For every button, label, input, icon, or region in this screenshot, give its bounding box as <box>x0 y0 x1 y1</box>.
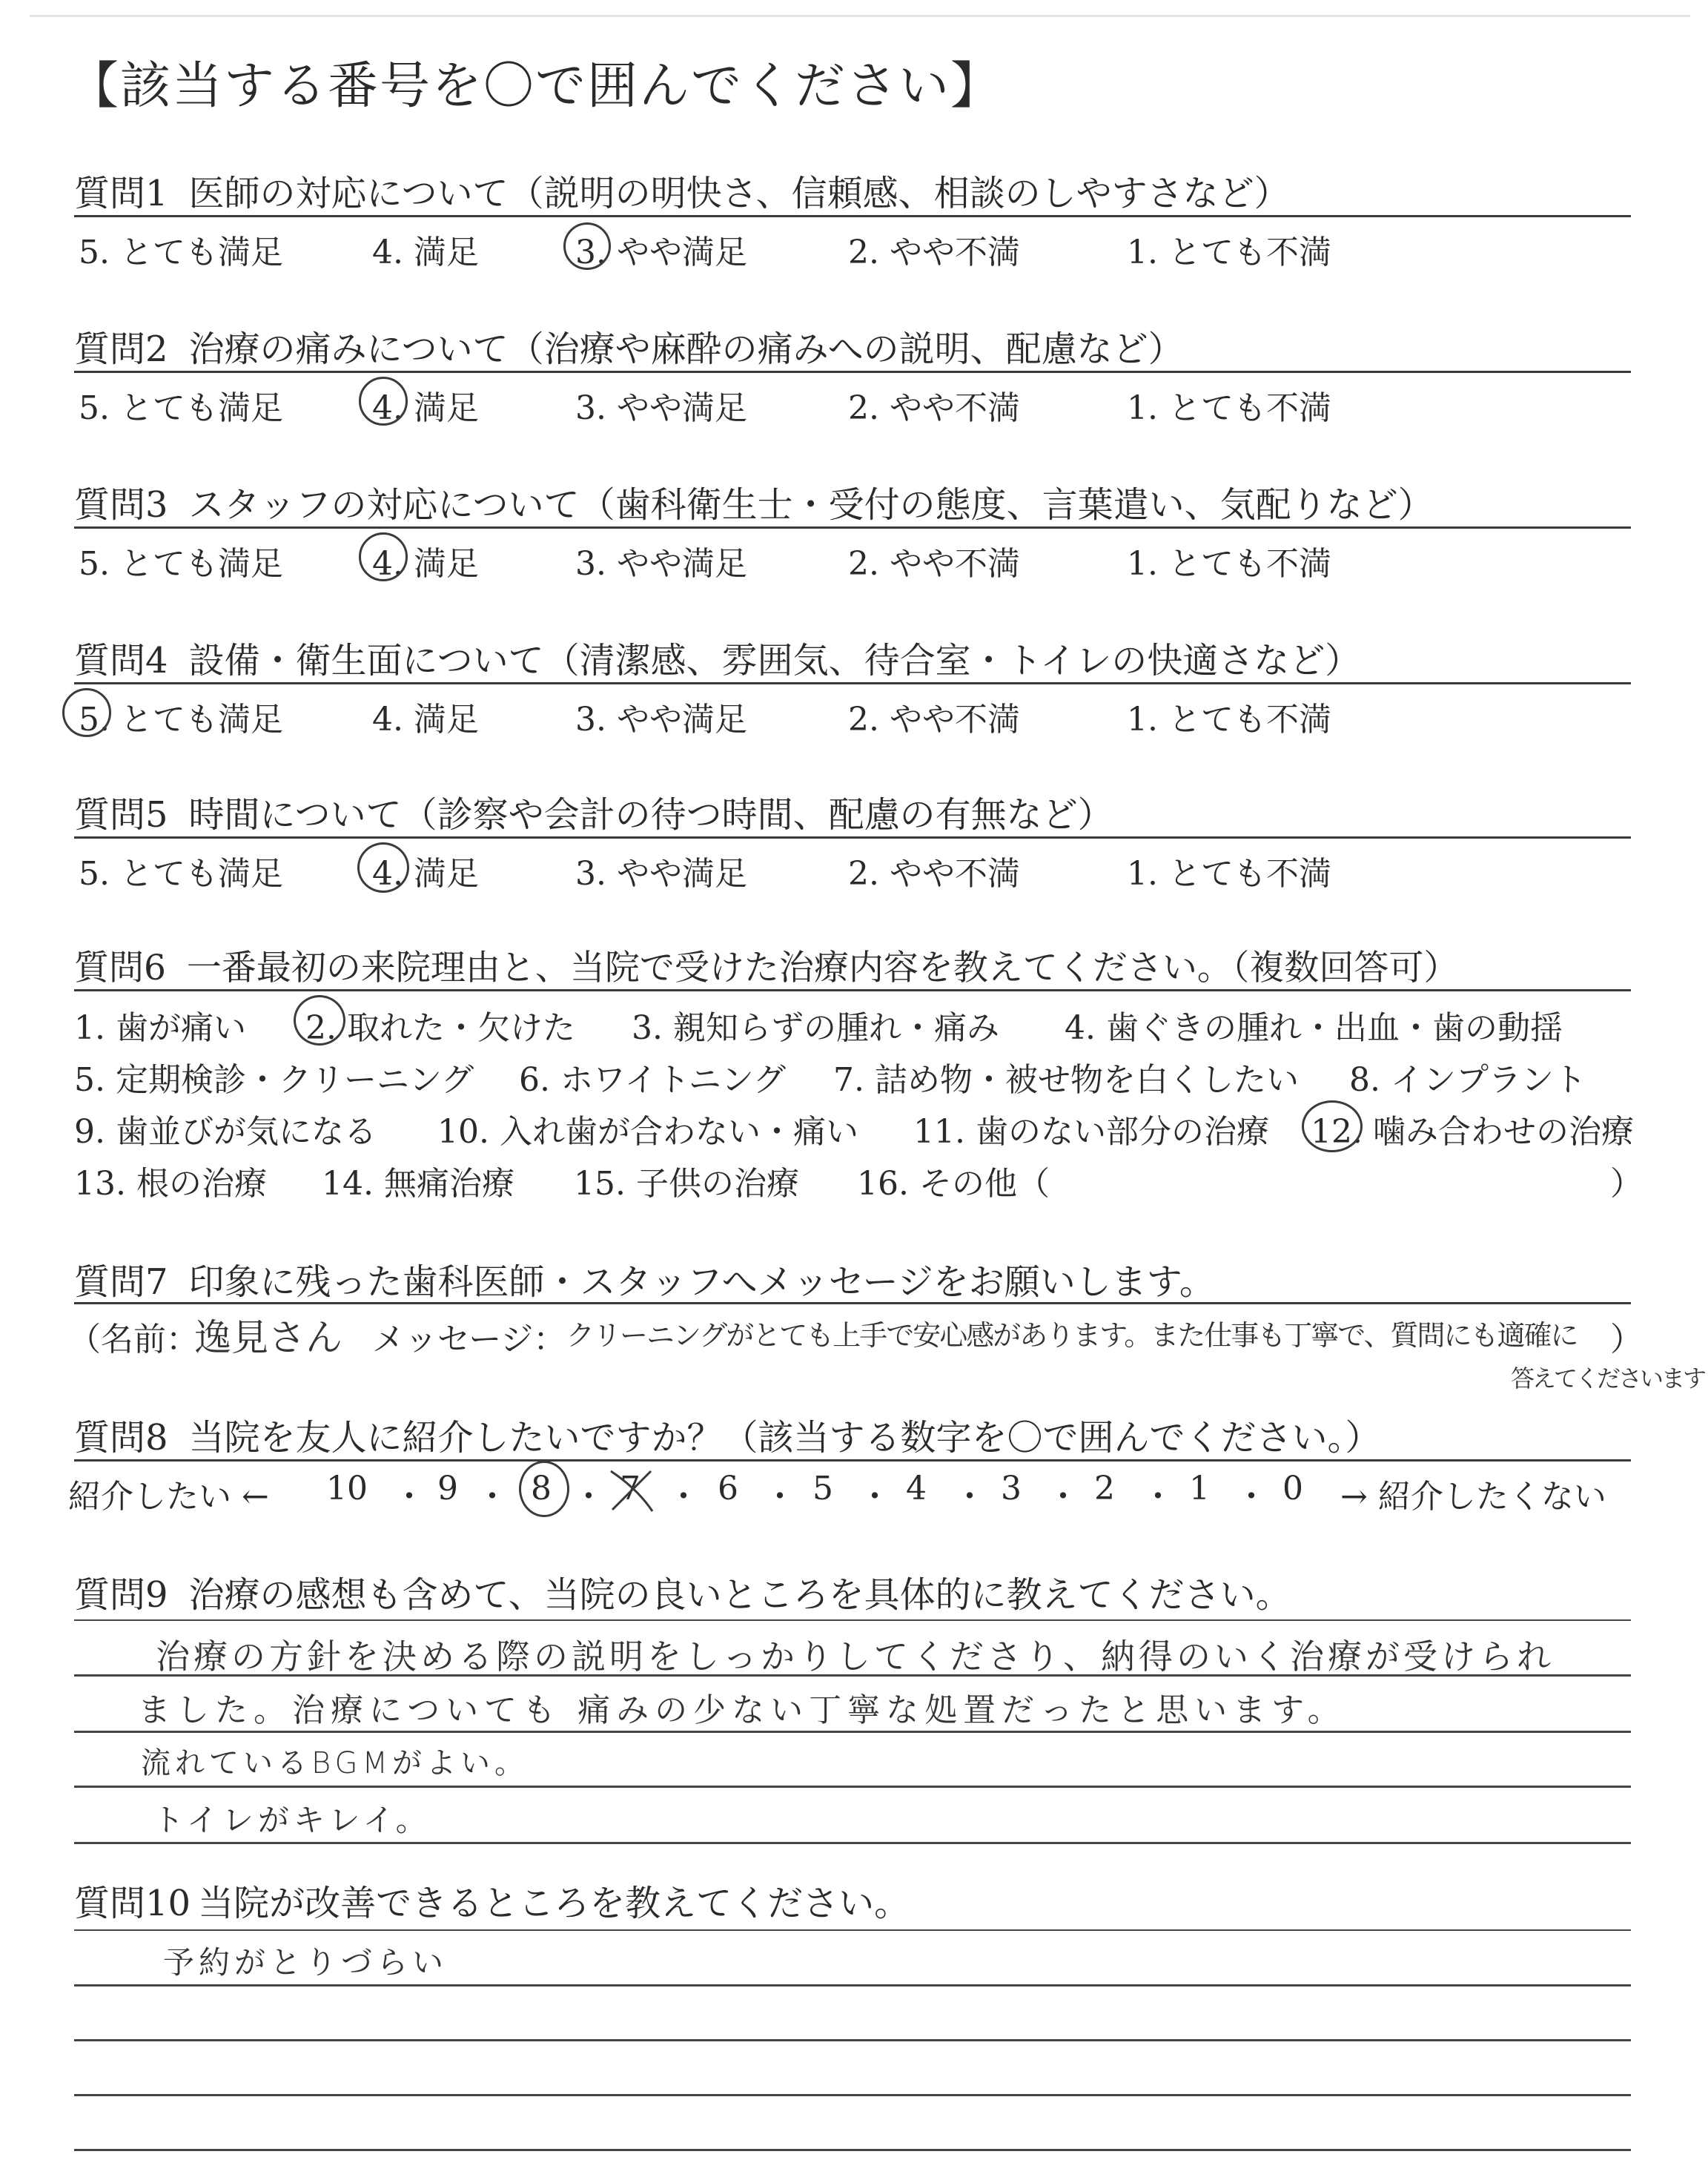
q8-dot: ・ <box>393 1478 426 1516</box>
q10-text: 当院が改善できるところを教えてください。 <box>198 1883 910 1924</box>
q9-number: 質問9 <box>74 1574 168 1616</box>
q4-option-2[interactable]: 2. やや不満 <box>848 701 1020 739</box>
q6-option-13[interactable]: 13. 根の治療 <box>74 1165 267 1203</box>
q6-number: 質問6 <box>74 948 166 988</box>
q9-answer-text-1[interactable]: 治療の方針を決める際の説明をしっかりしてくださり、納得のいく治療が受けられ <box>156 1636 1555 1677</box>
q5-option-4[interactable]: 4. 満足 <box>372 855 479 893</box>
q6-text: 一番最初の来院理由と、当院で受けた治療内容を教えてください。（複数回答可） <box>186 948 1459 988</box>
q9-answer-line <box>74 1842 1631 1844</box>
q2-option-5[interactable]: 5. とても満足 <box>79 389 283 427</box>
q8-score-1[interactable]: 1 <box>1189 1470 1210 1507</box>
q10-answer-line <box>74 2039 1631 2041</box>
q5-option-1[interactable]: 1. とても不満 <box>1127 855 1331 893</box>
q8-dot: ・ <box>953 1478 986 1516</box>
q8-score-10[interactable]: 10 <box>326 1470 368 1507</box>
q1-option-5[interactable]: 5. とても満足 <box>79 234 283 271</box>
q3-number: 質問3 <box>74 484 168 526</box>
q2-title <box>74 320 1184 371</box>
q8-dot: ・ <box>1047 1478 1079 1516</box>
q7-name-value[interactable]: 逸見さん <box>194 1316 342 1359</box>
q6-title <box>74 940 1458 990</box>
q1-title <box>74 165 1290 216</box>
q10-answer-line <box>74 2149 1631 2151</box>
q2-option-2[interactable]: 2. やや不満 <box>848 389 1020 427</box>
q4-option-4[interactable]: 4. 満足 <box>372 701 479 739</box>
q9-title <box>74 1566 1291 1617</box>
q8-right-label: → 紹介したくない <box>1340 1478 1606 1516</box>
q8-score-0[interactable]: 0 <box>1282 1470 1303 1507</box>
q5-option-2[interactable]: 2. やや不満 <box>848 855 1020 893</box>
q8-text: 当院を友人に紹介したいですか？（該当する数字を〇で囲んでください。） <box>188 1417 1381 1459</box>
q7-text: 印象に残った歯科医師・スタッフへメッセージをお願いします。 <box>188 1261 1215 1303</box>
q10-title <box>74 1875 910 1926</box>
q6-option-5[interactable]: 5. 定期検診・クリーニング <box>74 1061 474 1099</box>
q6-option-14[interactable]: 14. 無痛治療 <box>322 1165 514 1203</box>
q6-option-15[interactable]: 15. 子供の治療 <box>574 1165 799 1203</box>
q8-score-2[interactable]: 2 <box>1094 1470 1115 1507</box>
q9-answer-text-3[interactable]: 流れているBGMがよい。 <box>141 1746 529 1780</box>
q5-option-3[interactable]: 3. やや満足 <box>575 855 747 893</box>
q7-close-paren: ） <box>1610 1321 1643 1358</box>
q7-name-label: （名前： <box>68 1321 199 1358</box>
q8-number: 質問8 <box>74 1417 168 1459</box>
q6-option-8[interactable]: 8. インプラント <box>1349 1061 1586 1099</box>
q3-option-1[interactable]: 1. とても不満 <box>1127 545 1331 583</box>
q9-answer-text-2[interactable]: ました。治療についても 痛みの少ない丁寧な処置だったと思います。 <box>138 1691 1346 1729</box>
q7-message-value[interactable]: クリーニングがとても上手で安心感があります。また仕事も丁寧で、質問にも適確に <box>566 1319 1578 1352</box>
q7-title <box>74 1253 1215 1304</box>
q7-rule <box>74 1302 1631 1304</box>
q8-dot: ・ <box>764 1478 796 1516</box>
q1-option-1[interactable]: 1. とても不満 <box>1127 234 1331 271</box>
q6-option-11[interactable]: 11. 歯のない部分の治療 <box>913 1113 1269 1151</box>
q8-dot: ・ <box>667 1478 700 1516</box>
q5-title <box>74 786 1113 837</box>
q6-selection-circle-12 <box>1302 1100 1363 1152</box>
q3-text: スタッフの対応について（歯科衛生士・受付の態度、言葉遣い、気配りなど） <box>188 484 1434 526</box>
q1-option-3[interactable]: 3. やや満足 <box>575 234 747 271</box>
q6-option-6[interactable]: 6. ホワイトニング <box>519 1061 787 1099</box>
q9-answer-line <box>74 1731 1631 1733</box>
q4-option-5[interactable]: 5. とても満足 <box>79 701 283 739</box>
q1-selection-circle <box>563 222 611 270</box>
q2-selection-circle <box>359 377 408 426</box>
q10-answer-line <box>74 1929 1631 1931</box>
q6-option-12[interactable]: 12. 噛み合わせの治療 <box>1311 1113 1634 1151</box>
q8-left-label: 紹介したい ← <box>68 1478 269 1516</box>
q6-option-4[interactable]: 4. 歯ぐきの腫れ・出血・歯の動揺 <box>1065 1009 1563 1047</box>
q1-option-2[interactable]: 2. やや不満 <box>848 234 1020 271</box>
q8-dot: ・ <box>572 1478 605 1516</box>
q8-cross-out-mark <box>608 1467 655 1514</box>
q7-message-continuation: 答えてくださいます <box>1511 1364 1705 1393</box>
q8-title <box>74 1409 1381 1460</box>
q3-option-2[interactable]: 2. やや不満 <box>848 545 1020 583</box>
q10-answer-text-1[interactable]: 予約がとりづらい <box>163 1944 448 1981</box>
q8-score-5[interactable]: 5 <box>812 1470 833 1507</box>
q5-text: 時間について（診察や会計の待つ時間、配慮の有無など） <box>188 794 1113 836</box>
q4-number: 質問4 <box>74 640 168 681</box>
top-divider <box>30 15 1690 17</box>
q3-option-4[interactable]: 4. 満足 <box>372 545 479 583</box>
q3-option-5[interactable]: 5. とても満足 <box>79 545 283 583</box>
q1-text: 医師の対応について（説明の明快さ、信頼感、相談のしやすさなど） <box>188 173 1290 214</box>
q4-option-3[interactable]: 3. やや満足 <box>575 701 747 739</box>
q6-option-7[interactable]: 7. 詰め物・被せ物を白くしたい <box>833 1061 1299 1099</box>
q4-selection-circle <box>62 688 111 737</box>
q6-other-close-paren: ） <box>1610 1165 1643 1203</box>
q6-option-10[interactable]: 10. 入れ歯が合わない・痛い <box>437 1113 858 1151</box>
q8-dot: ・ <box>858 1478 891 1516</box>
q6-option-3[interactable]: 3. 親知らずの腫れ・痛み <box>632 1009 999 1047</box>
q7-number: 質問7 <box>74 1261 168 1303</box>
q6-option-1[interactable]: 1. 歯が痛い <box>74 1009 246 1047</box>
q2-text: 治療の痛みについて（治療や麻酔の痛みへの説明、配慮など） <box>188 328 1184 370</box>
q9-answer-text-4[interactable]: トイレがキレイ。 <box>153 1802 431 1838</box>
q6-rule <box>74 989 1631 991</box>
q2-option-4[interactable]: 4. 満足 <box>372 389 479 427</box>
q9-answer-line <box>74 1786 1631 1788</box>
q3-title <box>74 476 1434 527</box>
q7-message-label: メッセージ： <box>372 1321 566 1358</box>
q6-option-9[interactable]: 9. 歯並びが気になる <box>74 1113 377 1151</box>
q2-number: 質問2 <box>74 328 168 370</box>
q6-option-16[interactable]: 16. その他（ <box>857 1165 1050 1203</box>
q8-dot: ・ <box>1142 1478 1174 1516</box>
q1-number: 質問1 <box>74 173 168 214</box>
q8-selection-circle <box>519 1461 569 1517</box>
q8-score-3[interactable]: 3 <box>1001 1470 1022 1507</box>
q3-rule <box>74 526 1631 529</box>
q10-answer-line <box>74 2094 1631 2096</box>
q2-option-1[interactable]: 1. とても不満 <box>1127 389 1331 427</box>
q3-option-3[interactable]: 3. やや満足 <box>575 545 747 583</box>
q6-option-2[interactable]: 2. 取れた・欠けた <box>305 1009 575 1047</box>
q8-dot: ・ <box>1235 1478 1268 1516</box>
q2-option-3[interactable]: 3. やや満足 <box>575 389 747 427</box>
q1-option-4[interactable]: 4. 満足 <box>372 234 479 271</box>
q4-option-1[interactable]: 1. とても不満 <box>1127 701 1331 739</box>
q8-score-9[interactable]: 9 <box>437 1470 458 1507</box>
q2-rule <box>74 371 1631 373</box>
q4-title <box>74 632 1360 683</box>
q8-score-7[interactable]: 7 <box>620 1470 640 1507</box>
q4-rule <box>74 682 1631 684</box>
q4-text: 設備・衛生面について（清潔感、雰囲気、待合室・トイレの快適さなど） <box>188 640 1361 681</box>
q9-text: 治療の感想も含めて、当院の良いところを具体的に教えてください。 <box>188 1574 1291 1616</box>
q3-selection-circle <box>359 532 408 581</box>
q1-rule <box>74 215 1631 217</box>
q8-score-6[interactable]: 6 <box>718 1470 738 1507</box>
q8-dot: ・ <box>476 1478 509 1516</box>
q5-number: 質問5 <box>74 794 168 836</box>
q5-option-5[interactable]: 5. とても満足 <box>79 855 283 893</box>
q6-selection-circle-2 <box>294 995 345 1046</box>
q8-score-4[interactable]: 4 <box>906 1470 927 1507</box>
q8-rule <box>74 1459 1631 1462</box>
page-heading: 【該当する番号を〇で囲んでください】 <box>68 57 1003 116</box>
q10-answer-line <box>74 1984 1631 1986</box>
q8-score-8[interactable]: 8 <box>531 1470 552 1507</box>
q9-answer-line <box>74 1619 1631 1621</box>
q5-rule <box>74 836 1631 839</box>
q10-number: 質問10 <box>74 1883 191 1924</box>
q5-selection-circle <box>357 842 409 893</box>
